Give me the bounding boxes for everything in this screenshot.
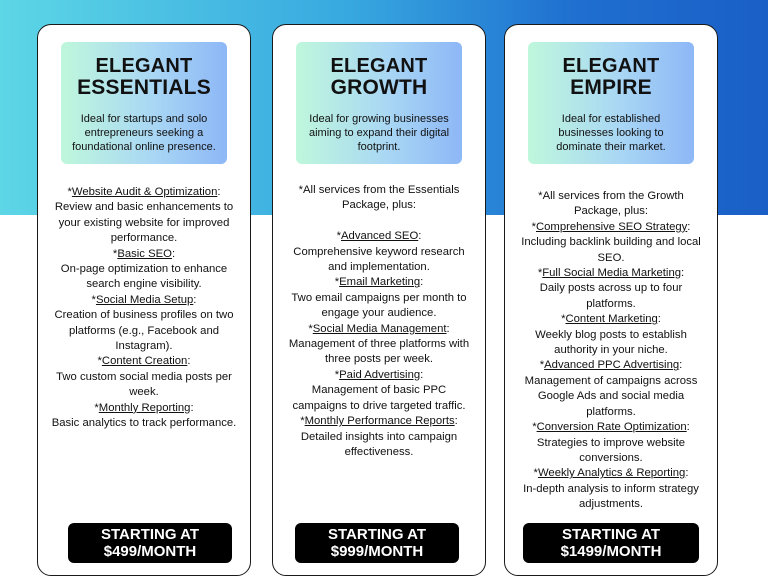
feature-term: Email Marketing (339, 276, 421, 289)
feature-desc: Management of campaigns across Google Ads and social media platforms. (524, 374, 698, 418)
feature-term: Full Social Media Marketing (542, 267, 682, 280)
feature-item: *Social Media Management: Management of three platforms with three posts per week. (288, 322, 470, 366)
feature-item: *Conversion Rate Optimization: Strategies to improve website conversions. (532, 421, 690, 464)
card-intro: *All services from the Growth Package, plus: (538, 190, 684, 218)
feature-desc: Review and basic enhancements to your existing website for improved performance. (54, 201, 234, 245)
feature-item: *Social Media Setup: Creation of business profiles on two platforms (e.g., Facebook and Instagram). (54, 293, 234, 353)
price-amount: $1499/MONTH (560, 543, 662, 560)
card-features (48, 185, 240, 432)
feature-desc: Weekly blog posts to establish authority in your niche. (535, 328, 687, 357)
feature-term: Monthly Performance Reports (304, 415, 455, 428)
card-title-line2: ESSENTIALS (77, 76, 211, 99)
feature-desc: Basic analytics to track performance. (51, 417, 237, 430)
feature-desc: On-page optimization to enhance search engine visibility. (60, 263, 228, 291)
card-features (283, 183, 475, 460)
feature-desc: Strategies to improve website conversions. (536, 436, 686, 464)
feature-item: *Weekly Analytics & Reporting: In-depth analysis to inform strategy adjustments. (523, 467, 699, 511)
feature-term: Paid Advertising (339, 368, 421, 381)
feature-item: *Full Social Media Marketing: Daily posts across up to four platforms. (537, 267, 685, 310)
feature-desc: Daily posts across up to four platforms. (539, 282, 683, 310)
price-badge (295, 523, 459, 563)
card-intro: *All services from the Essentials Package, plus: (298, 184, 460, 212)
card-features (515, 189, 707, 513)
card-title (528, 56, 694, 98)
card-tagline: Ideal for established businesses looking to dominate their market. (556, 113, 666, 153)
feature-term: Social Media Management (312, 322, 447, 335)
spacer (283, 214, 475, 229)
feature-item: *Advanced PPC Advertising: Management of campaigns across Google Ads and social media platforms. (524, 359, 698, 418)
feature-term: Advanced SEO (341, 230, 419, 243)
pricing-card-growth (272, 24, 486, 576)
feature-item: *Content Marketing: Weekly blog posts to establish authority in your niche. (535, 313, 687, 357)
feature-item: *Comprehensive SEO Strategy: Including backlink building and local SEO. (521, 220, 701, 264)
feature-item: *Paid Advertising: Management of basic PPC campaigns to drive targeted traffic. (292, 368, 466, 412)
card-title (61, 56, 227, 98)
card-title-line1: ELEGANT (95, 55, 193, 77)
feature-desc: Management of three platforms with three posts per week. (288, 338, 470, 366)
feature-item: *Basic SEO: On-page optimization to enhance search engine visibility. (60, 247, 228, 291)
feature-item: *Monthly Reporting: Basic analytics to track performance. (51, 401, 237, 430)
feature-item: *Monthly Performance Reports: Detailed insights into campaign effectiveness. (300, 415, 458, 458)
feature-desc: Including backlink building and local SEO. (521, 236, 701, 264)
feature-term: Content Marketing (565, 313, 658, 326)
feature-desc: In-depth analysis to inform strategy adjustments. (523, 482, 699, 511)
feature-item: *Content Creation: Two custom social media posts per week. (56, 355, 232, 399)
feature-term: Weekly Analytics & Reporting (537, 467, 686, 480)
card-title-line2: GROWTH (330, 76, 428, 99)
feature-desc: Comprehensive keyword research and implementation. (293, 245, 465, 274)
pricing-card-empire (504, 24, 718, 576)
card-header (61, 42, 227, 164)
feature-desc: Two email campaigns per month to engage your audience. (291, 291, 467, 320)
card-title-line1: ELEGANT (562, 55, 660, 77)
card-title-line1: ELEGANT (330, 55, 428, 77)
feature-term: Content Creation (101, 355, 188, 368)
feature-term: Basic SEO (117, 247, 172, 260)
feature-item: *Email Marketing: Two email campaigns per month to engage your audience. (291, 276, 467, 320)
feature-item: *Advanced SEO: Comprehensive keyword research and implementation. (293, 230, 465, 274)
feature-desc: Two custom social media posts per week. (56, 370, 232, 399)
feature-term: Advanced PPC Advertising (544, 359, 680, 372)
card-header (528, 42, 694, 164)
feature-term: Monthly Reporting (98, 401, 191, 414)
card-tagline: Ideal for startups and solo entrepreneurs seeking a foundational online presence. (72, 113, 216, 153)
price-label: STARTING AT (327, 526, 427, 543)
pricing-card-essentials (37, 24, 251, 576)
feature-term: Conversion Rate Optimization (536, 421, 687, 434)
feature-desc: Management of basic PPC campaigns to drive targeted traffic. (292, 384, 466, 412)
feature-term: Social Media Setup (95, 293, 194, 306)
feature-term: Website Audit & Optimization (71, 186, 218, 198)
card-title-line2: EMPIRE (570, 76, 652, 99)
feature-desc: Creation of business profiles on two platforms (e.g., Facebook and Instagram). (54, 309, 234, 353)
card-title (296, 56, 462, 98)
card-header (296, 42, 462, 164)
price-label: STARTING AT (561, 526, 661, 543)
price-badge (523, 523, 699, 563)
card-tagline: Ideal for growing businesses aiming to expand their digital footprint. (308, 113, 450, 153)
feature-term: Comprehensive SEO Strategy (535, 220, 688, 233)
price-amount: $999/MONTH (330, 543, 424, 560)
price-label: STARTING AT (100, 526, 200, 543)
feature-desc: Detailed insights into campaign effectiveness. (300, 430, 458, 458)
price-badge (68, 523, 232, 563)
price-amount: $499/MONTH (103, 543, 197, 560)
feature-item: *Website Audit & Optimization: Review and basic enhancements to your existing website for improved performance. (54, 186, 234, 245)
